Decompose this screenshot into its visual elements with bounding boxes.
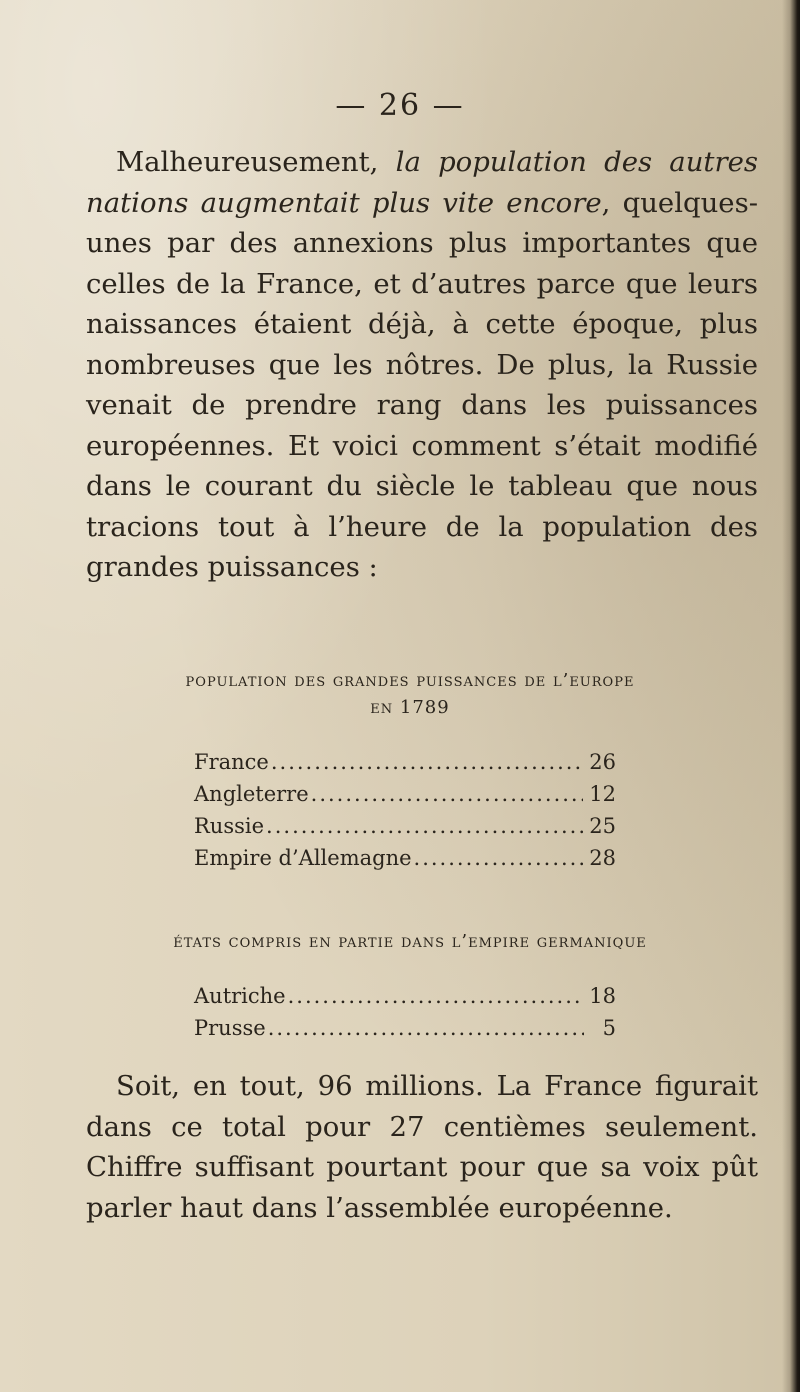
page-number: — 26 — [335,88,465,123]
row-value: 12 [589,782,616,806]
paragraph-intro-part-3: , quelques-unes par des annexions plus importantes que celles de la France, et d’autres parce que leurs naissances étaient déjà, à cette époque, plus nombreuses que les nôtres. De plus, la Russie venait de prendre rang dans les puissances européennes. Et voici comment s’était modifié dans le courant du siècle le tableau que nous tracions tout à l’heure de la population des grandes puissances : [86,186,758,583]
dot-leader [271,746,583,778]
population-table-great-powers [194,746,616,874]
table-row [194,778,616,810]
row-label: France [194,750,269,774]
paragraph-intro [86,142,758,588]
row-value: 25 [589,814,616,838]
paragraph-conclusion-text: Soit, en tout, 96 millions. La France figurait dans ce total pour 27 centièmes seulement. Chiffre suffisant pourtant pour que sa voix pût parler haut dans l’assemblée européenne. [86,1070,758,1224]
population-table-germanic-states [194,980,616,1044]
dot-leader [266,810,583,842]
row-label: Russie [194,814,265,838]
paragraph-intro-part-1: Malheureusement, [116,146,396,178]
dot-leader [414,842,584,874]
paragraph-conclusion [86,1066,758,1228]
row-label: Autriche [194,984,286,1008]
row-label: Empire d’Allemagne [194,846,412,870]
table-row [194,842,616,874]
row-label: Prusse [194,1016,266,1040]
table-row [194,980,616,1012]
table-heading-germanic-states: états compris en partie dans l’empire germanique [173,931,647,952]
row-value: 18 [589,984,616,1008]
dot-leader [268,1012,584,1044]
paragraph-intro-part-2-italic: la population des autres nations augmentait plus vite encore [86,146,758,219]
row-value: 26 [589,750,616,774]
dot-leader [288,980,584,1012]
table-row [194,810,616,842]
row-value: 28 [589,846,616,870]
row-label: Angleterre [194,782,309,806]
table-row [194,746,616,778]
dot-leader [311,778,584,810]
row-value: 5 [602,1016,616,1040]
table-row [194,1012,616,1044]
page-binding-shadow [782,0,800,1392]
table-heading-great-powers: population des grandes puissances de l’europe [185,670,635,691]
table-heading-year: en 1789 [370,697,450,718]
